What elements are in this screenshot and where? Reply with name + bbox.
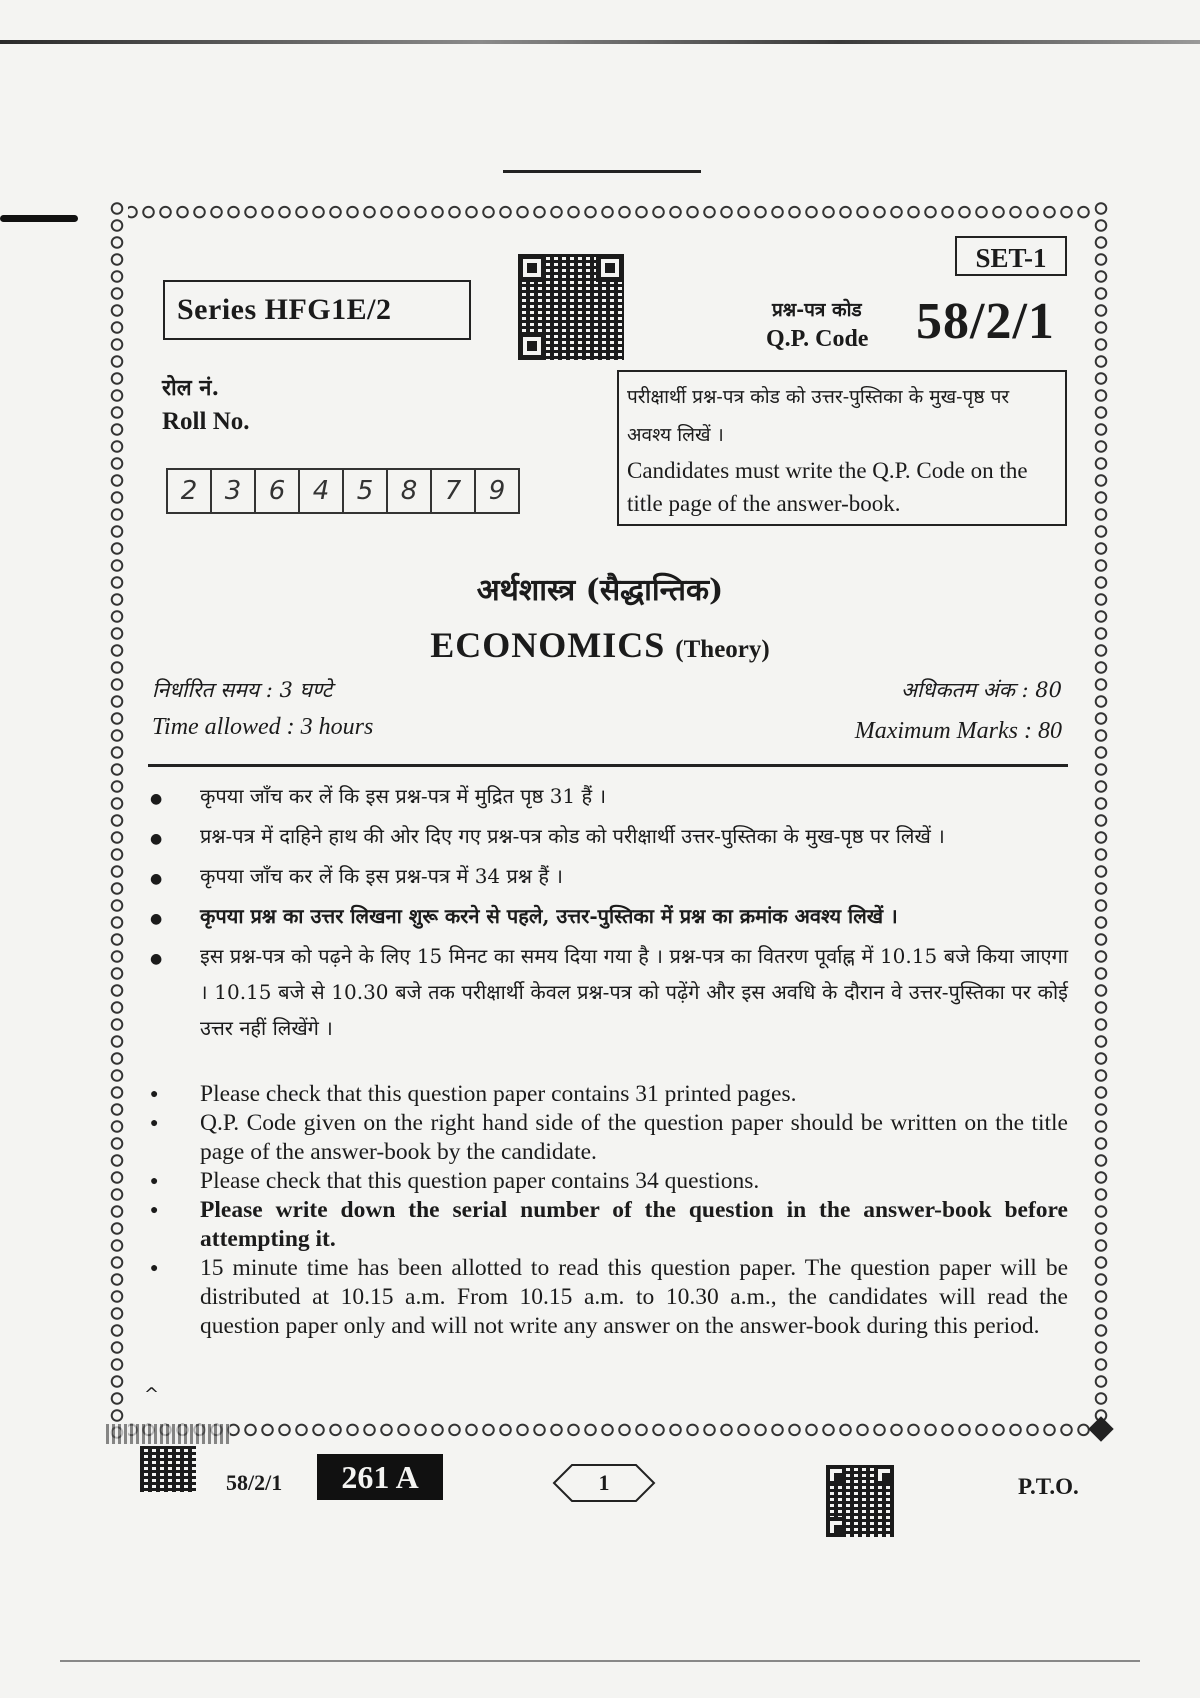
- series-box: Series HFG1E/2: [163, 280, 471, 340]
- page-number: [552, 1463, 656, 1503]
- set-badge: SET-1: [955, 236, 1067, 276]
- maximum-marks-hindi: अधिकतम अंक : 80: [900, 678, 1062, 702]
- roll-digit-cell[interactable]: 8: [388, 470, 432, 512]
- list-item: ● इस प्रश्न-पत्र को पढ़ने के लिए 15 मिनट का समय दिया गया है । प्रश्न-पत्र का वितरण पूर्वाह्न में 10.15 बजे किया जाएगा । 10.15 बजे से 10.30 बजे तक परीक्षार्थी केवल प्रश्न-पत्र को पढ़ेंगे और इस अवधि के दौरान वे उत्तर-पुस्तिका पर कोई उत्तर नहीं लिखेंगे ।: [146, 938, 1068, 1046]
- roll-digit-cell[interactable]: 2: [168, 470, 212, 512]
- roll-digit-cell[interactable]: 6: [256, 470, 300, 512]
- decorative-border-bottom: [106, 1420, 1090, 1442]
- footer-badge: 261 A: [317, 1454, 443, 1500]
- roll-number-label: Roll No.: [162, 408, 250, 435]
- instructions-hindi: [146, 778, 1068, 1050]
- notice-hindi: परीक्षार्थी प्रश्न-पत्र कोड को उत्तर-पुस्तिका के मुख-पृष्ठ पर अवश्य लिखें ।: [627, 386, 1010, 446]
- subject-title: [0, 624, 1200, 666]
- roll-digit-cell[interactable]: 5: [344, 470, 388, 512]
- qp-code-value: 58/2/1: [916, 293, 1055, 350]
- qr-code-icon: [518, 254, 624, 360]
- scan-edge-top: [0, 40, 1200, 44]
- roll-digit-cell[interactable]: 7: [432, 470, 476, 512]
- roll-number-grid[interactable]: [166, 468, 520, 514]
- maximum-marks: Maximum Marks : 80: [854, 718, 1062, 744]
- subject-title-sub: (Theory): [675, 636, 770, 663]
- please-turn-over: P.T.O.: [1018, 1474, 1079, 1499]
- list-item: ● प्रश्न-पत्र में दाहिने हाथ की ओर दिए गए प्रश्न-पत्र कोड को परीक्षार्थी उत्तर-पुस्तिका के मुख-पृष्ठ पर लिखें ।: [146, 818, 1068, 854]
- list-item: ● Please write down the serial number of the question in the answer-book before attempting it.: [146, 1196, 1068, 1254]
- qp-code-notice-box: [617, 370, 1067, 526]
- roll-digit-cell[interactable]: 4: [300, 470, 344, 512]
- notice-english: Candidates must write the Q.P. Code on the title page of the answer-book.: [627, 458, 1028, 516]
- decorative-border-right: [1090, 200, 1112, 1440]
- list-item: ● Please check that this question paper contains 34 questions.: [146, 1167, 1068, 1196]
- instructions-english: [146, 1080, 1068, 1341]
- qp-code-label-hindi: प्रश्न-पत्र कोड: [772, 299, 862, 321]
- decorative-border-left: [106, 200, 128, 1440]
- list-item: ● Q.P. Code given on the right hand side of the question paper should be written on the title page of the answer-book by the candidate.: [146, 1109, 1068, 1167]
- list-item: ● कृपया प्रश्न का उत्तर लिखना शुरू करने से पहले, उत्तर-पुस्तिका में प्रश्न का क्रमांक अवश्य लिखें ।: [146, 898, 1068, 934]
- time-allowed-hindi: निर्धारित समय : 3 घण्टे: [152, 678, 333, 702]
- top-rule: [503, 170, 701, 173]
- qr-code-icon: [826, 1465, 894, 1537]
- roll-digit-cell[interactable]: 3: [212, 470, 256, 512]
- caret-mark: ^: [144, 1384, 160, 1405]
- qp-code-label: Q.P. Code: [766, 326, 869, 352]
- header-divider: [148, 764, 1068, 767]
- subject-title-hindi: अर्थशास्त्र (सैद्धान्तिक): [476, 573, 724, 608]
- roll-digit-cell[interactable]: 9: [488, 476, 506, 506]
- footer-qp-code: 58/2/1: [226, 1470, 283, 1495]
- qr-code-icon: [140, 1446, 196, 1492]
- list-item: ● 15 minute time has been allotted to read this question paper. The question paper will be distributed at 10.15 a.m. From 10.15 a.m. to 10.30 a.m., the candidates will read the question paper only and will not write any answer on the answer-book during this period.: [146, 1254, 1068, 1341]
- roll-number-label-hindi: रोल नं.: [162, 375, 220, 401]
- subject-title-main: ECONOMICS: [430, 625, 666, 665]
- scan-edge-left: [0, 215, 78, 222]
- scan-edge-bottom: [60, 1660, 1140, 1662]
- decorative-border-top: [106, 200, 1112, 222]
- time-allowed: Time allowed : 3 hours: [152, 714, 374, 740]
- page-number-value: 1: [598, 1470, 610, 1495]
- list-item: ● Please check that this question paper contains 31 printed pages.: [146, 1080, 1068, 1109]
- list-item: ● कृपया जाँच कर लें कि इस प्रश्न-पत्र में 34 प्रश्न हैं ।: [146, 858, 1068, 894]
- list-item: ● कृपया जाँच कर लें कि इस प्रश्न-पत्र में मुद्रित पृष्ठ 31 हैं ।: [146, 778, 1068, 814]
- footer-stamp: [106, 1424, 230, 1444]
